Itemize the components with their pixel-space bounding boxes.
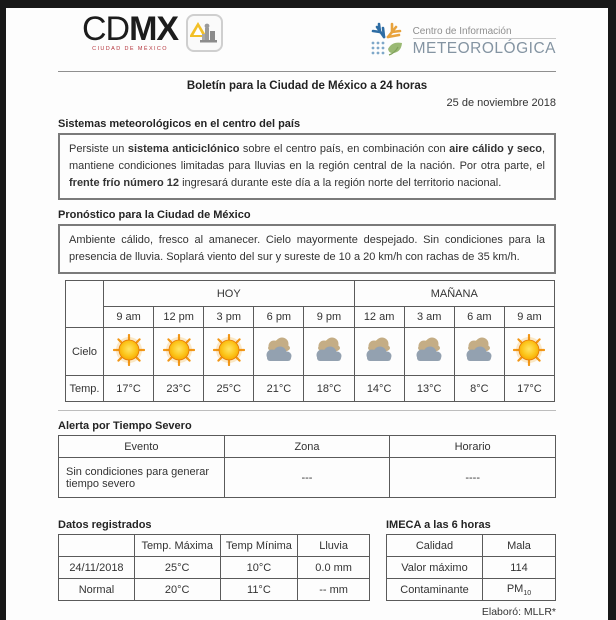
alerta-header-cell: Evento [59,436,225,458]
sunny-icon [513,334,545,366]
cloudy-icon [262,336,296,365]
forecast-temp-cell: 21°C [254,376,304,402]
forecast-temp-cell: 25°C [204,376,254,402]
screen-edge-left [0,0,6,620]
forecast-sky-cell [204,328,254,376]
forecast-sky-cell [454,328,504,376]
forecast-table [65,280,555,402]
heading-alerta: Alerta por Tiempo Severo [58,420,192,433]
datos-cell: 11°C [220,579,298,601]
cdmx-logo [82,10,223,52]
met-center-line1: Centro de Información [413,26,556,39]
met-center-logo [369,19,556,64]
cdmx-mx-text: MX [129,10,179,48]
heading-pronostico: Pronóstico para la Ciudad de México [58,209,251,222]
heading-imeca: IMECA a las 6 horas [386,519,491,532]
heading-datos: Datos registrados [58,519,152,532]
forecast-time-cell: 6 pm [254,307,304,328]
body-text: sobre el centro país, en combinación con [239,143,450,155]
forecast-temp-cell: 17°C [504,376,554,402]
datos-cell: 24/11/2018 [59,557,135,579]
imeca-value-cell: $PM_{10}$ [483,579,556,601]
body-text: , mantiene condiciones limitadas para lluvias en la región central de la nación. Por otra parte, el [69,143,545,173]
imeca-label-cell: Calidad [387,535,483,557]
proteccion-civil-icon [186,14,223,52]
cloudy-icon [312,336,346,365]
met-center-line2: METEOROLÓGICA [412,39,556,57]
imeca-table [386,534,556,601]
forecast-time-cell: 3 pm [204,307,254,328]
forecast-sky-cell [404,328,454,376]
elaborated-by: Elaboró: MLLR* [481,606,556,619]
forecast-temp-cell: 18°C [304,376,354,402]
alerta-cell: Sin condiciones para generar tiempo severo [59,458,225,498]
cloudy-icon [462,336,496,365]
alerta-cell: --- [224,458,390,498]
imeca-value-cell: 114 [483,557,556,579]
body-text: Persiste un [69,143,128,155]
sunny-icon [163,334,195,366]
datos-cell: Normal [59,579,135,601]
datos-cell: 20°C [134,579,220,601]
datos-cell: -- mm [298,579,370,601]
emphasized-text: sistema anticiclónico [127,143,240,155]
alerta-table [58,435,556,498]
forecast-time-cell: 12 pm [154,307,204,328]
forecast-sky-cell [104,328,154,376]
forecast-sky-cell [354,328,404,376]
forecast-time-cell: 6 am [454,307,504,328]
cdmx-cd-text: CD [82,10,130,48]
imeca-value-cell: Mala [483,535,556,557]
bulletin-document [6,8,608,620]
forecast-sky-cell [304,328,354,376]
datos-header-cell: Lluvia [298,535,370,557]
header-divider [58,71,556,72]
meteorology-icon [369,19,407,64]
cloudy-icon [362,336,396,365]
screen-edge-top [0,0,616,8]
sunny-icon [113,334,145,366]
forecast-time-cell: 3 am [404,307,454,328]
emphasized-text: aire cálido y seco [449,143,542,155]
datos-cell: 25°C [134,557,220,579]
forecast-time-cell: 9 am [504,307,554,328]
emphasized-text: frente frío número 12 [69,177,180,190]
datos-header-cell: Temp Mínima [220,535,298,557]
forecast-temp-cell: 14°C [354,376,404,402]
screen-edge-right [608,0,616,620]
sistemas-text-box [58,133,556,200]
bulletin-date: 25 de noviembre 2018 [446,97,556,109]
subscript-text: 10 [523,589,532,597]
alerta-header-cell: Zona [224,436,390,458]
forecast-sky-cell [154,328,204,376]
datos-header-cell: Temp. Máxima [134,535,220,557]
forecast-temp-cell: 23°C [154,376,204,402]
forecast-temp-cell: 17°C [104,376,154,402]
datos-cell: 10°C [220,557,298,579]
forecast-sky-cell [254,328,304,376]
alerta-header-cell: Horario [390,436,556,458]
datos-table [58,534,370,601]
datos-header-cell [59,535,135,557]
cloudy-icon [412,336,446,365]
body-text: ingresará durante este día a la región norte del territorio nacional. [179,177,502,190]
bottom-tables-row [58,510,556,618]
forecast-row-label-sky: Cielo [66,328,104,376]
datos-cell: 0.0 mm [298,557,370,579]
section-divider [58,410,556,411]
forecast-temp-cell: 13°C [404,376,454,402]
forecast-temp-cell: 8°C [454,376,504,402]
forecast-day-group: HOY [104,281,355,307]
cdmx-subtitle: CIUDAD DE MÉXICO [92,46,168,52]
heading-sistemas: Sistemas meteorológicos en el centro del país [58,118,301,130]
pronostico-text-box: Ambiente cálido, fresco al amanecer. Cielo mayormente despejado. Sin condiciones para la presencia de lluvia. Soplará viento del sur y sureste de 10 a 20 km/h con rachas de 35 km/h. [58,224,556,274]
alerta-cell: ---- [390,458,556,498]
forecast-sky-cell [504,328,554,376]
forecast-row-label-temp: Temp. [66,376,104,402]
forecast-time-cell: 9 am [104,307,154,328]
imeca-label-cell: Contaminante [387,579,483,601]
cdmx-wordmark [82,10,179,48]
forecast-time-cell: 9 pm [304,307,354,328]
forecast-corner-cell [66,281,104,328]
sunny-icon [213,334,245,366]
document-header [58,8,556,68]
forecast-day-group: MAÑANA [354,281,554,307]
imeca-label-cell: Valor máximo [387,557,483,579]
page-title: Boletín para la Ciudad de México a 24 horas [186,80,428,92]
forecast-time-cell: 12 am [354,307,404,328]
